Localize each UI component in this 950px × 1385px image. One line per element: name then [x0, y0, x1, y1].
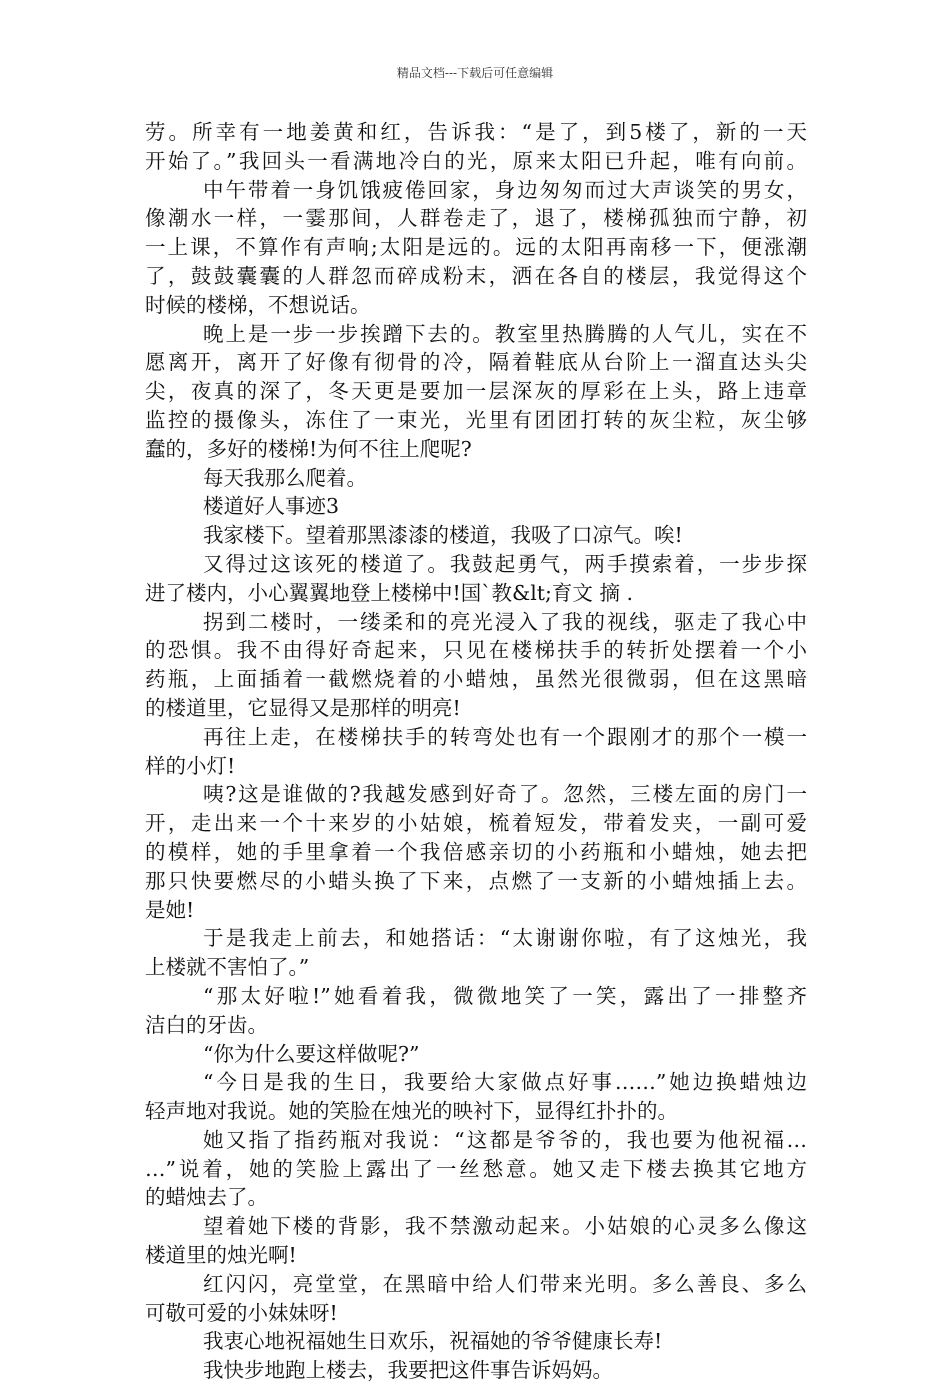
text-line: 像潮水一样，一霎那间，人群卷走了，退了，楼梯孤独而宁静，初 [145, 206, 807, 231]
text-line: 那只快要燃尽的小蜡头换了下来，点燃了一支新的小蜡烛插上去。 [145, 868, 807, 893]
text-line: 监控的摄像头，冻住了一束光，光里有团团打转的灰尘粒，灰尘够 [145, 407, 807, 432]
text-line: 望着她下楼的背影，我不禁激动起来。小姑娘的心灵多么像这 [203, 1214, 807, 1239]
text-line: 再往上走，在楼梯扶手的转弯处也有一个跟刚才的那个一模一 [203, 724, 807, 749]
text-line: 她又指了指药瓶对我说：“这都是爷爷的，我也要为他祝福… [203, 1127, 807, 1152]
text-line: 轻声地对我说。她的笑脸在烛光的映衬下，显得红扑扑的。 [145, 1099, 678, 1124]
text-line: 楼道好人事迹3 [203, 494, 340, 519]
text-line: 的楼道里，它显得又是那样的明亮! [145, 695, 461, 720]
text-line: 楼道里的烛光啊! [145, 1243, 297, 1268]
text-line: 尖，夜真的深了，冬天更是要加一层深灰的厚彩在上头，路上违章 [145, 379, 807, 404]
text-line: 的蜡烛去了。 [145, 1185, 268, 1210]
text-line: “今日是我的生日，我要给大家做点好事……”她边换蜡烛边 [203, 1070, 807, 1095]
text-line: 可敬可爱的小妹妹呀! [145, 1300, 338, 1325]
text-line: 药瓶，上面插着一截燃烧着的小蜡烛，虽然光很微弱，但在这黑暗 [145, 667, 807, 692]
text-line: 进了楼内，小心翼翼地登上楼梯中!国`教&lt;育文 摘 . [145, 580, 633, 605]
text-line: 开始了。”我回头一看满地冷白的光，原来太阳已升起，唯有向前。 [145, 148, 807, 173]
text-line: 样的小灯! [145, 753, 236, 778]
text-line: 中午带着一身饥饿疲倦回家，身边匆匆而过大声谈笑的男女， [203, 177, 807, 202]
text-line: 的恐惧。我不由得好奇起来，只见在楼梯扶手的转折处摆着一个小 [145, 638, 807, 663]
text-line: 蠢的，多好的楼梯!为何不往上爬呢? [145, 436, 472, 461]
text-line: 洁白的牙齿。 [145, 1012, 268, 1037]
text-line: 上楼就不害怕了。” [145, 955, 310, 980]
text-line: 了，鼓鼓囊囊的人群忽而碎成粉末，洒在各自的楼层，我觉得这个 [145, 263, 807, 288]
text-line: 我快步地跑上楼去，我要把这件事告诉妈妈。 [203, 1358, 613, 1383]
text-line: 时候的楼梯，不想说话。 [145, 292, 371, 317]
text-line: 的模样，她的手里拿着一个我倍感亲切的小药瓶和小蜡烛，她去把 [145, 839, 807, 864]
text-line: 拐到二楼时，一缕柔和的亮光浸入了我的视线，驱走了我心中 [203, 609, 807, 634]
text-line: 愿离开，离开了好像有彻骨的冷，隔着鞋底从台阶上一溜直达头尖 [145, 350, 807, 375]
text-line: 一上课，不算作有声响;太阳是远的。远的太阳再南移一下，便涨潮 [145, 235, 807, 260]
text-line: …”说着，她的笑脸上露出了一丝愁意。她又走下楼去换其它地方 [145, 1156, 807, 1181]
text-line: 咦?这是谁做的?我越发感到好奇了。忽然，三楼左面的房门一 [203, 782, 807, 807]
text-line: 劳。所幸有一地姜黄和红，告诉我：“是了，到5楼了，新的一天 [145, 120, 807, 144]
text-line: 每天我那么爬着。 [203, 465, 367, 490]
text-line: 晚上是一步一步挨蹭下去的。教室里热腾腾的人气儿，实在不 [203, 321, 807, 346]
text-line: 于是我走上前去，和她搭话：“太谢谢你啦，有了这烛光，我 [203, 926, 807, 951]
text-line: “你为什么要这样做呢?” [203, 1041, 420, 1066]
page-header: 精品文档---下载后可任意编辑 [396, 66, 554, 80]
text-line: 是她! [145, 897, 195, 922]
document-body [145, 118, 807, 1385]
text-line: 我衷心地祝福她生日欢乐，祝福她的爷爷健康长寿! [203, 1329, 663, 1354]
text-line: “那太好啦!”她看着我，微微地笑了一笑，露出了一排整齐 [203, 983, 807, 1008]
text-line: 我家楼下。望着那黑漆漆的楼道，我吸了口凉气。唉! [203, 523, 683, 548]
text-line: 开，走出来一个十来岁的小姑娘，梳着短发，带着发夹，一副可爱 [145, 811, 807, 836]
text-line: 红闪闪，亮堂堂，在黑暗中给人们带来光明。多么善良、多么 [203, 1271, 807, 1296]
text-line: 又得过这该死的楼道了。我鼓起勇气，两手摸索着，一步步探 [203, 551, 807, 576]
